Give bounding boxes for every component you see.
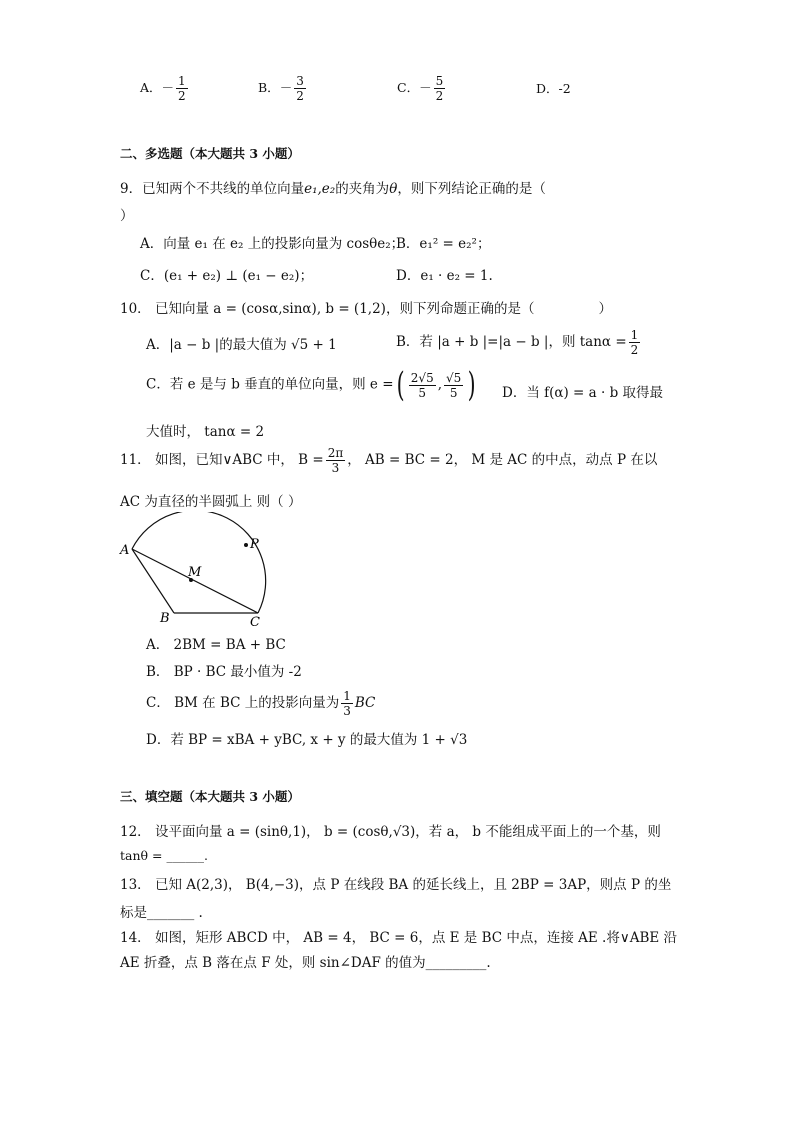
- semicircle-arc: [132, 512, 266, 613]
- q8-option-c: C．－ $\frac{5}{2}$: [397, 74, 444, 103]
- q8-option-d: D．-2: [536, 81, 571, 96]
- q10-option-d-continued: 大值时， tanα = 2: [146, 424, 265, 440]
- q14-line2: AE 折叠，点 B 落在点 F 处，则 sin∠DAF 的值为_________.: [120, 955, 491, 971]
- q9-stem: 9．已知两个不共线的单位向量e₁,e₂的夹角为θ，则下列结论正确的是（: [120, 181, 546, 197]
- q11-stem-line2: AC 为直径的半圆弧上 则（ ）: [120, 494, 302, 510]
- q11-stem: 11． 如图，已知∨ABC 中， B = $\frac{2\pi}{3}$ ， AB = BC = 2， M 是 AC 的中点，动点 P 在以: [120, 446, 658, 475]
- fraction: $\frac{1}{2}$: [178, 74, 186, 103]
- label-p: P: [250, 537, 259, 552]
- fraction: $\frac{1}{3}$: [343, 689, 351, 718]
- q10-option-d: D．当 f(α) = a · b 取得最: [502, 385, 664, 401]
- q9-option-c: C．(e₁ + e₂) ⊥ (e₁ − e₂)；: [140, 268, 314, 284]
- section-title-fill-in: 三、填空题（本大题共 3 小题）: [120, 789, 300, 804]
- q11-option-c: C． BM 在 BC 上的投影向量为 $\frac{1}{3}$ BC: [146, 689, 376, 718]
- section-title-multiple-choice: 二、多选题（本大题共 3 小题）: [120, 146, 300, 161]
- label-c: C: [250, 615, 260, 630]
- q13-line1: 13． 已知 A(2,3)， B(4,−3)，点 P 在线段 BA 的延长线上，且 2BP = 3AP，则点 P 的坐: [120, 877, 672, 893]
- point-p: [244, 543, 248, 547]
- q9-option-b: B．e₁² = e₂²；: [396, 236, 491, 252]
- q11-option-b: B． BP · BC 最小值为 -2: [146, 664, 302, 680]
- q11-option-d: D．若 BP = xBA + yBC, x + y 的最大值为 1 + √3: [146, 732, 468, 748]
- fraction: $\frac{√5}{5}$: [446, 370, 462, 400]
- q9-option-a: A．向量 e₁ 在 e₂ 上的投影向量为 cosθe₂；: [140, 236, 405, 252]
- q10-stem: 10． 已知向量 a = (cosα,sinα), b = (1,2)，则下列命题正确的是（ ）: [120, 301, 612, 317]
- fraction: $\frac{1}{2}$: [630, 328, 639, 357]
- segment-ab: [132, 549, 174, 613]
- fraction: $\frac{3}{2}$: [296, 74, 304, 103]
- q12-line2: tanθ = ______.: [120, 848, 208, 863]
- fraction: $\frac{5}{2}$: [435, 74, 444, 103]
- label-m: M: [188, 565, 202, 580]
- q12-line1: 12． 设平面向量 a = (sinθ,1)， b = (cosθ,√3)，若 a， b 不能组成平面上的一个基，则: [120, 824, 661, 840]
- q10-option-b: B．若 |a + b |=|a − b |，则 tanα = $\frac{1}{2}$: [396, 328, 639, 357]
- q9-option-d: D．e₁ · e₂ = 1.: [396, 268, 493, 284]
- label-b: B: [160, 611, 170, 626]
- q14-line1: 14． 如图，矩形 ABCD 中， AB = 4， BC = 6，点 E 是 BC 中点，连接 AE .将∨ABE 沿: [120, 930, 678, 946]
- fraction: $\frac{2\pi}{3}$: [327, 446, 344, 475]
- label-a: A: [120, 543, 130, 558]
- q11-geometry-figure: [118, 512, 278, 630]
- fraction: $\frac{2√5}{5}$: [410, 370, 434, 400]
- q13-line2: 标是_______ .: [120, 905, 203, 921]
- q10-option-a: A．|a − b |的最大值为 √5 + 1: [146, 337, 337, 353]
- q8-option-a: A．－ $\frac{1}{2}$: [140, 74, 186, 103]
- q8-option-b: B．－ $\frac{3}{2}$: [258, 74, 304, 103]
- q9-stem-close: ）: [120, 208, 134, 224]
- segment-ac: [132, 549, 258, 613]
- q10-option-c: C．若 e 是与 b 垂直的单位向量，则 e =( $\frac{2√5}{5}$ , $\frac{√5}{5}$ ): [146, 365, 476, 405]
- q11-option-a: A． 2BM = BA + BC: [146, 637, 286, 653]
